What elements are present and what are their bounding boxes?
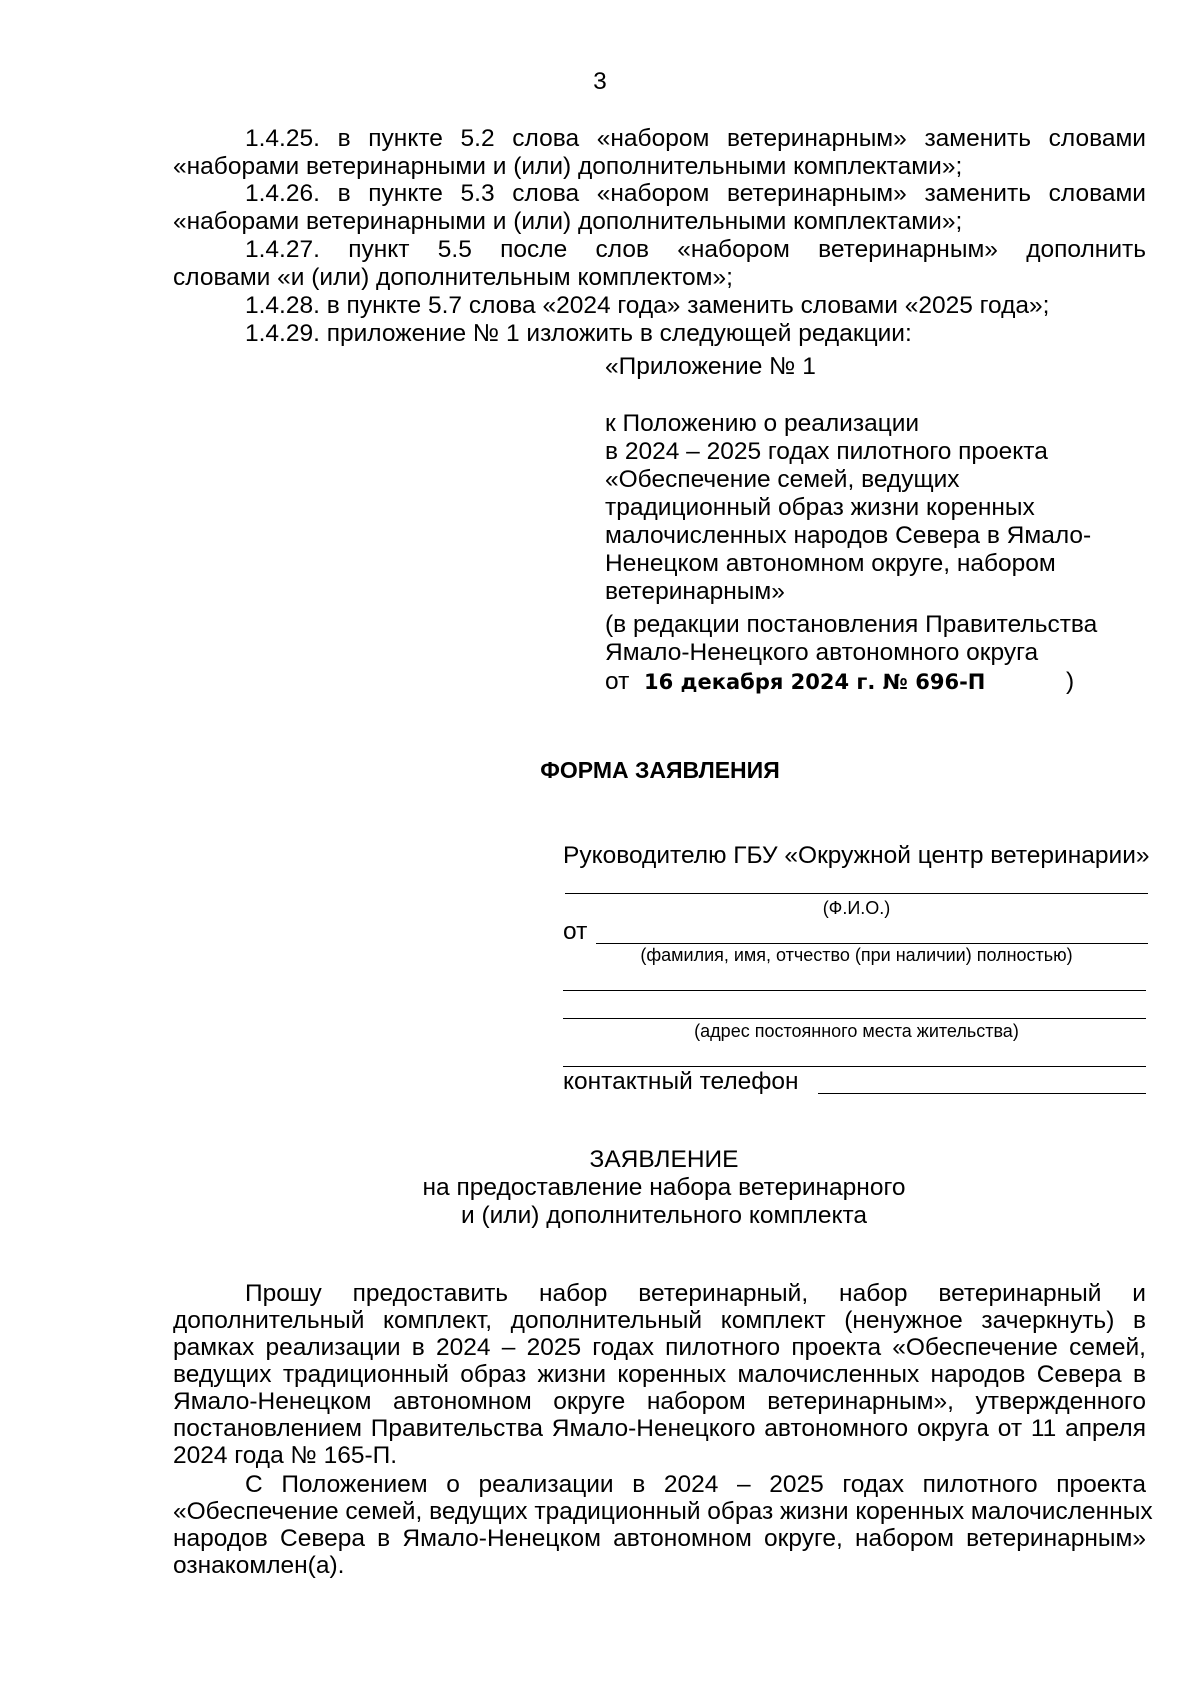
appendix-line: к Положению о реализации xyxy=(605,410,920,437)
phone-label: контактный телефон xyxy=(563,1068,799,1095)
paragraph-line: Прошу предоставить набор ветеринарный, набор ветеринарный и xyxy=(245,1280,1146,1307)
paragraph-line: народов Севера в Ямало-Ненецком автономном округе, набором ветеринарным» xyxy=(173,1525,1146,1552)
addressee-to-line: Руководителю ГБУ «Окружной центр ветеринарии» xyxy=(563,842,1150,869)
paragraph-line: постановлением Правительства Ямало-Ненецкого автономного округа от 11 апреля xyxy=(173,1415,1146,1442)
amendment-item-3-line-2: словами «и (или) дополнительным комплектом»; xyxy=(173,264,733,291)
amendment-item-2-line-2: «наборами ветеринарными и (или) дополнительными комплектами»; xyxy=(173,208,963,235)
decree-reference: 16 декабря 2024 г. № 696-П xyxy=(644,670,986,694)
paragraph-line: «Обеспечение семей, ведущих традиционный образ жизни коренных малочисленных xyxy=(173,1498,1153,1525)
appendix-line: (в редакции постановления Правительства xyxy=(605,611,1098,638)
address-field-line-1[interactable] xyxy=(563,990,1146,991)
address-field-line-2[interactable] xyxy=(563,1018,1146,1019)
paragraph-line: С Положением о реализации в 2024 – 2025 годах пилотного проекта xyxy=(245,1471,1146,1498)
decree-from-label: от xyxy=(605,668,630,695)
fio-caption: (Ф.И.О.) xyxy=(822,898,891,918)
paragraph-line: Ямало-Ненецком автономном округе набором ветеринарным», утвержденного xyxy=(173,1388,1146,1415)
application-subtitle-2: и (или) дополнительного комплекта xyxy=(460,1202,868,1229)
paragraph-line: рамках реализации в 2024 – 2025 годах пилотного проекта «Обеспечение семей, xyxy=(173,1334,1146,1361)
application-subtitle-1: на предоставление набора ветеринарного xyxy=(422,1174,906,1201)
amendment-item-3-line-1: 1.4.27. пункт 5.5 после слов «набором ветеринарным» дополнить xyxy=(245,236,1146,263)
appendix-line: в 2024 – 2025 годах пилотного проекта xyxy=(605,438,1048,465)
form-title: ФОРМА ЗАЯВЛЕНИЯ xyxy=(540,757,780,783)
application-title: ЗАЯВЛЕНИЕ xyxy=(589,1146,739,1173)
amendment-item-1-line-1: 1.4.25. в пункте 5.2 слова «набором ветеринарным» заменить словами xyxy=(245,125,1146,152)
appendix-line: «Обеспечение семей, ведущих xyxy=(605,466,960,493)
appendix-line: малочисленных народов Севера в Ямало- xyxy=(605,522,1092,549)
decree-close-paren: ) xyxy=(1066,668,1075,695)
paragraph-line: 2024 года № 165-П. xyxy=(173,1442,398,1469)
address-caption: (адрес постоянного места жительства) xyxy=(694,1021,1019,1041)
from-label: от xyxy=(563,918,588,945)
address-field-line-3[interactable] xyxy=(563,1066,1146,1067)
phone-field-line[interactable] xyxy=(818,1093,1146,1094)
paragraph-line: ведущих традиционный образ жизни коренных малочисленных народов Севера в xyxy=(173,1361,1146,1388)
page-number: 3 xyxy=(593,68,607,95)
amendment-item-2-line-1: 1.4.26. в пункте 5.3 слова «набором ветеринарным» заменить словами xyxy=(245,180,1146,207)
appendix-line: ветеринарным» xyxy=(605,578,785,605)
amendment-item-4: 1.4.28. в пункте 5.7 слова «2024 года» заменить словами «2025 года»; xyxy=(245,292,1050,319)
amendment-item-5: 1.4.29. приложение № 1 изложить в следующей редакции: xyxy=(245,320,912,347)
amendment-item-1-line-2: «наборами ветеринарными и (или) дополнительными комплектами»; xyxy=(173,153,963,180)
appendix-title: «Приложение № 1 xyxy=(605,353,816,380)
appendix-line: традиционный образ жизни коренных xyxy=(605,494,1035,521)
appendix-line: Ямало-Ненецкого автономного округа xyxy=(605,639,1039,666)
fio-field-line[interactable] xyxy=(565,893,1148,894)
appendix-line: Ненецком автономном округе, набором xyxy=(605,550,1056,577)
paragraph-line: ознакомлен(а). xyxy=(173,1552,345,1579)
applicant-name-caption: (фамилия, имя, отчество (при наличии) полностью) xyxy=(640,945,1073,965)
paragraph-line: дополнительный комплект, дополнительный комплект (ненужное зачеркнуть) в xyxy=(173,1307,1146,1334)
